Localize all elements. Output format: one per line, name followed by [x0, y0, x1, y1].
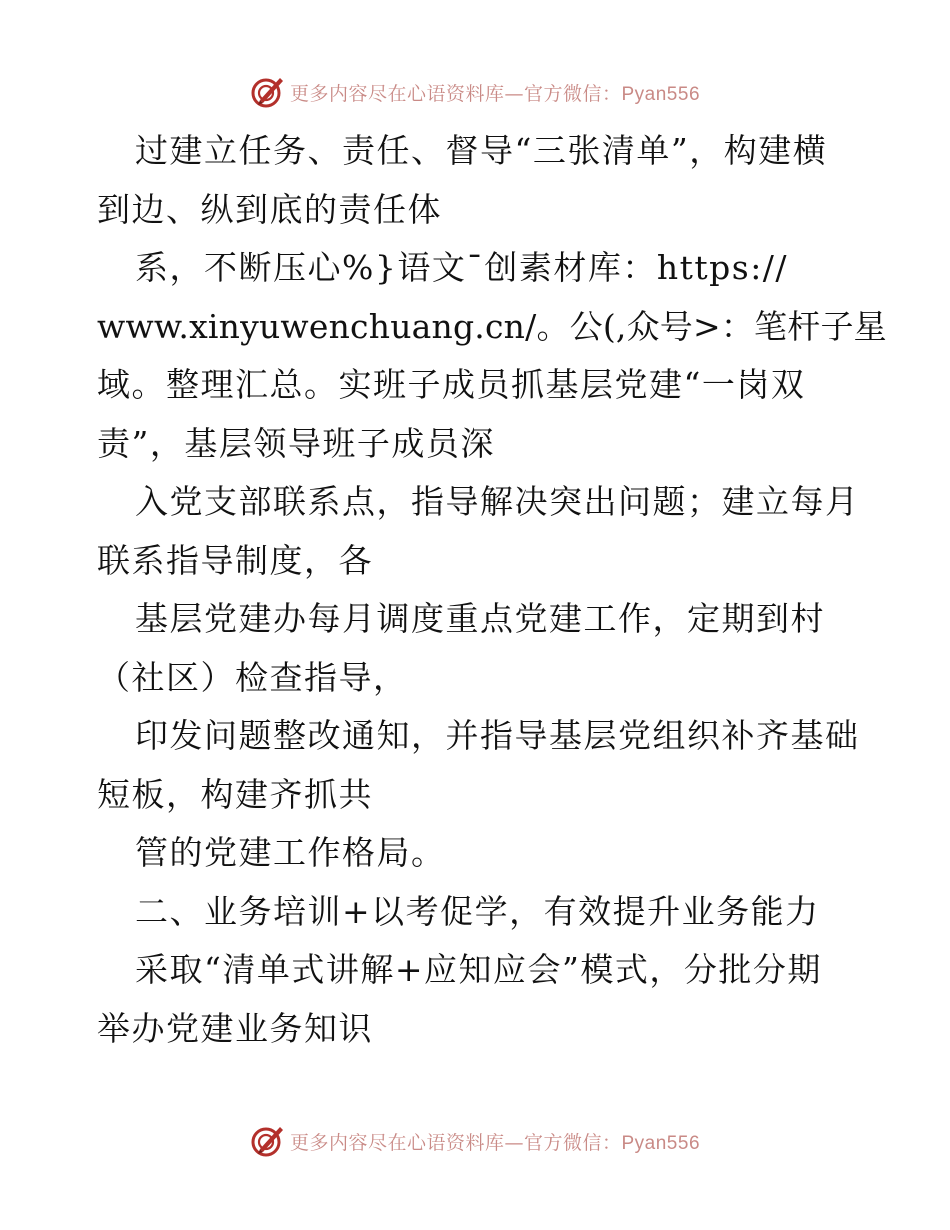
- text-line: 系，不断压心%}语文¯创素材库：https://: [135, 248, 789, 287]
- pen-logo-icon: [250, 74, 286, 110]
- document-body: [97, 122, 887, 1058]
- text-line: 联系指导制度，各: [97, 540, 373, 580]
- header-watermark: [0, 72, 950, 112]
- text-line: 短板，构建齐抓共: [97, 774, 373, 814]
- text-line: 到边、纵到底的责任体: [97, 189, 442, 229]
- text-line: 责”，基层领导班子成员深: [97, 423, 495, 463]
- text-line: 采取“清单式讲解+应知应会”模式，分批分期: [135, 950, 822, 989]
- footer-watermark: [0, 1121, 950, 1161]
- text-line: 基层党建办每月调度重点党建工作，定期到村: [135, 599, 825, 638]
- watermark-text: 更多内容尽在心语资料库—官方微信：Pyan556: [289, 1131, 701, 1154]
- text-line: 管的党建工作格局。: [135, 833, 446, 872]
- text-line: （社区）检查指导，: [97, 657, 408, 697]
- pen-logo-icon: [250, 1123, 286, 1159]
- text-line: 域。整理汇总。实班子成员抓基层党建“一岗双: [97, 365, 806, 404]
- watermark-text: 更多内容尽在心语资料库—官方微信：Pyan556: [289, 82, 701, 105]
- text-line: 过建立任务、责任、督导“三张清单”，构建横: [135, 131, 828, 170]
- section-heading: 二、业务培训+以考促学，有效提升业务能力: [135, 891, 820, 931]
- text-line: 印发问题整改通知，并指导基层党组织补齐基础: [135, 716, 860, 755]
- text-line: 举办党建业务知识: [97, 1008, 373, 1048]
- text-line: www.xinyuwenchuang.cn/。公(,众号>：笔杆子星: [97, 306, 887, 346]
- text-line: 入党支部联系点，指导解决突出问题；建立每月: [135, 482, 860, 521]
